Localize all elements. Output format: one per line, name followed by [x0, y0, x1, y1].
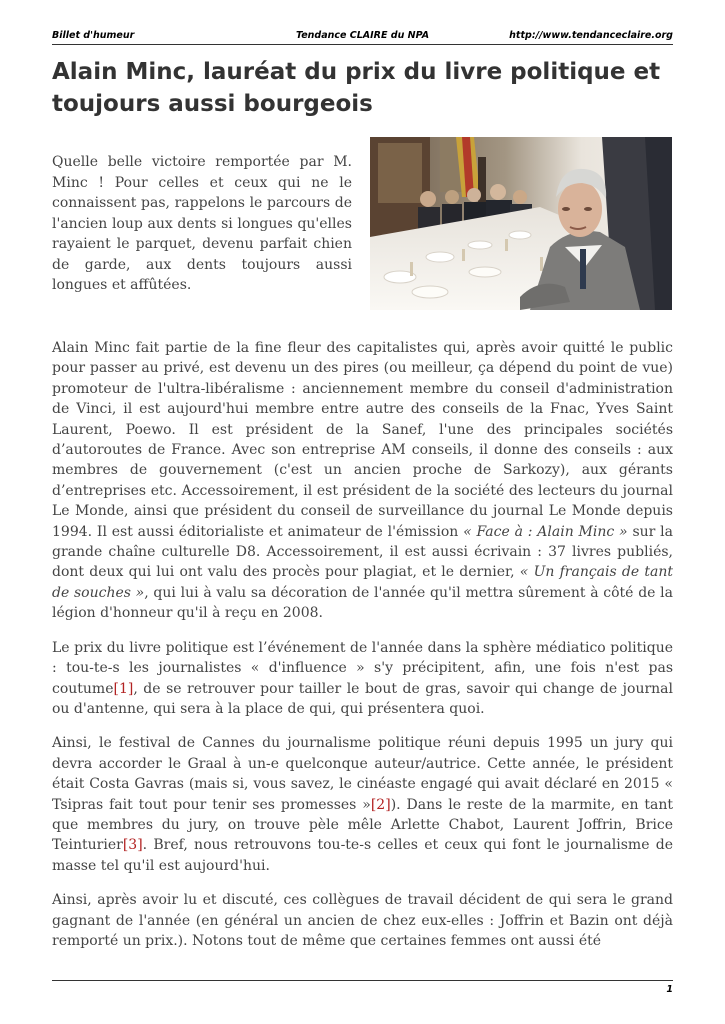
article-title: Alain Minc, lauréat du prix du livre politique et toujours aussi bourgeois [52, 59, 661, 117]
article-photo [370, 137, 672, 310]
article-body [52, 338, 673, 965]
header-url: http://www.tendanceclaire.org [509, 30, 673, 41]
body-paragraph: Ainsi, après avoir lu et discuté, ces collègues de travail décident de qui sera le grand gagnant de l'année (en général un ancien de chez eux-elles : Joffrin et Bazin ont déjà remporté un prix.). Notons tout de même que certaines femmes ont aussi été [52, 892, 673, 949]
header-publication-name: Tendance CLAIRE du NPA [295, 30, 430, 41]
header-divider [52, 44, 673, 45]
text-run: , de se retrouver pour tailler le bout de gras, savoir qui change de journal ou d'antenne, qui sera à la place de qui, qui présentera quoi. [52, 680, 673, 717]
text-run: , qui lui à valu sa décoration de l'année qu'il mettra sûrement à côté de la légion d'honneur qu'il à reçu en 2008. [52, 584, 673, 622]
header-section-label: Billet d'humeur [52, 30, 135, 41]
text-run: sur la grande chaîne culturelle D8. Accessoirement, il est aussi écrivain : 37 livres publiés, dont deux qui lui ont valu des procès pour plagiat, et le dernier, [52, 523, 674, 581]
body-paragraph [52, 638, 673, 720]
book-title: « Un français de tant de souches » [52, 564, 673, 601]
footnote-link-1[interactable]: [1] [113, 680, 134, 697]
text-run: Le prix du livre politique est l’événement de l'année dans la sphère médiatico politique : tou-te-s les journalistes « d'influence » s'y précipitent, afin, une fois n'est pas coutume [52, 639, 673, 697]
text-run: Ainsi, le festival de Cannes du journalisme politique réuni depuis 1995 un jury qui devra accorder le Graal à un-e quelconque auteur/autrice. Cette année, le président était Costa Gavras (mais si, vous savez, le cinéaste engagé qui avait déclaré en 2015 « Tsipras fait tout pour tenir ses promesses » [52, 735, 673, 813]
footnote-link-2[interactable]: [2] [370, 796, 391, 813]
show-title: « Face à : Alain Minc » [463, 523, 628, 540]
text-run: . Bref, nous retrouvons tou-te-s celles et ceux qui font le journalisme de masse tel qu'il est aujourd'hui. [52, 837, 673, 874]
page-number: 1 [666, 984, 673, 995]
body-paragraph [52, 338, 673, 624]
text-run: ). Dans le reste de la marmite, en tant que membres du jury, on trouve pèle mêle Arlette Chabot, Laurent Joffrin, Brice Teinturier [52, 796, 673, 854]
body-paragraph [52, 733, 673, 876]
text-run: Alain Minc fait partie de la fine fleur des capitalistes qui, après avoir quitté le public pour passer au privé, est devenu un des pires (ou meilleur, ça dépend du point de vue) promoteur de l'ultra-libéralisme : anciennement membre du conseil d'administration de Vinci, il est aujourd'hui membre entre autre des conseils de la Fnac, Yves Saint Laurent, Poewo. Il est président de la Sanef, l'une des principales sociétés d’autoroutes de France. Avec son entreprise AM conseils, il donne des conseils : aux membres de gouvernement (c'est un ancien proche de Sarkozy), aux gérants d’entreprises etc. Accessoirement, il est président de la société des lecteurs du journal Le Monde, ainsi que président du conseil de surveillance du journal Le Monde depuis 1994. Il est aussi éditorialiste et animateur de l'émission [52, 340, 673, 540]
running-header [52, 30, 673, 44]
footnote-link-3[interactable]: [3] [122, 837, 143, 854]
intro-paragraph: Quelle belle victoire remportée par M. Minc ! Pour celles et ceux qui ne le connaissent pas, rappelons le parcours de l'ancien loup aux dents si longues qu'elles rayaient le parquet, devenu parfait chien de garde, aux dents toujours aussi longues et affûtées. [52, 154, 352, 293]
footer-divider [52, 980, 673, 981]
